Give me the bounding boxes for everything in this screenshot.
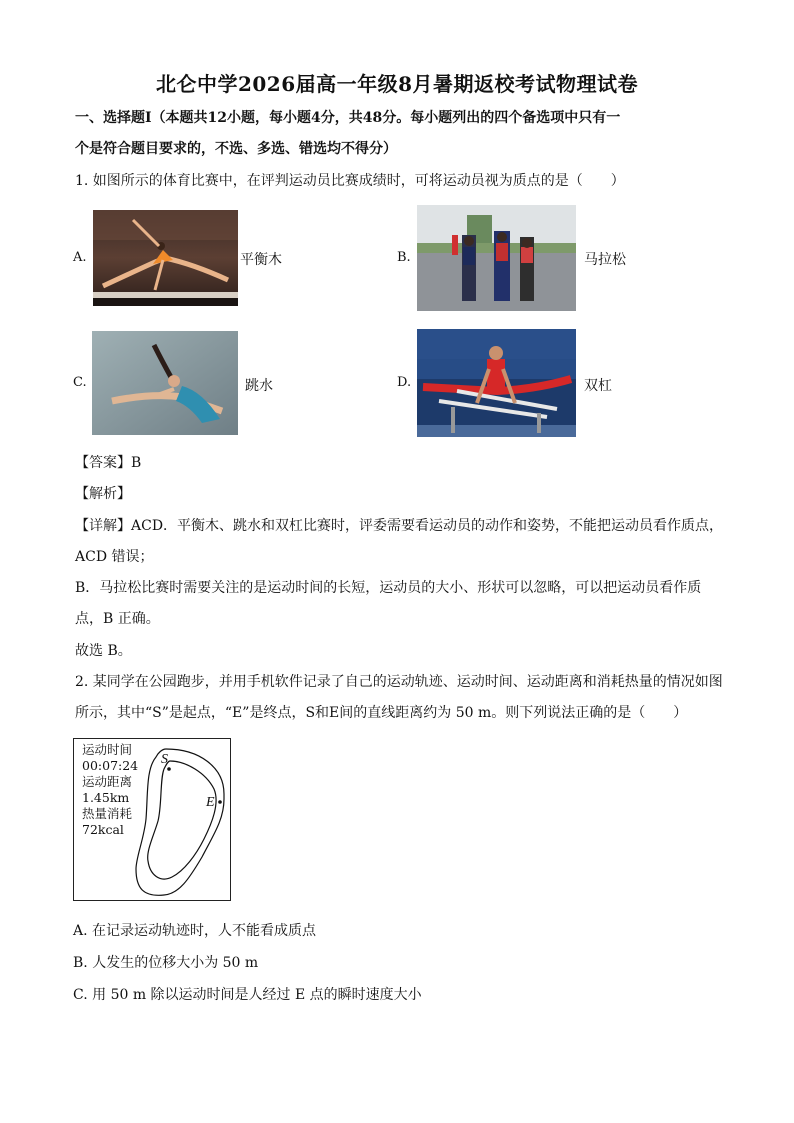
option-c-letter: C. — [73, 375, 87, 390]
diving-photo — [92, 331, 238, 435]
q2-option-a: A. 在记录运动轨迹时，人不能看成质点 — [73, 923, 317, 939]
figure-distance-value: 1.45km — [82, 790, 130, 805]
figure-distance-label: 运动距离 — [82, 774, 133, 789]
section-heading-line2: 个是符合题目要求的，不选、多选、错选均不得分） — [75, 141, 397, 157]
option-c-label: 跳水 — [245, 378, 273, 394]
detail-line-1: 【详解】ACD．平衡木、跳水和双杠比赛时，评委需要看运动员的动作和姿势，不能把运动员看作质点， — [75, 518, 724, 534]
option-d-label: 双杠 — [584, 378, 612, 394]
option-a-label: 平衡木 — [240, 252, 282, 268]
option-d-letter: D. — [397, 375, 412, 390]
marathon-photo — [417, 205, 576, 311]
page-title: 北仑中学2026届高一年级8月暑期返校考试物理试卷 — [155, 72, 639, 96]
figure-calorie-value: 72kcal — [82, 822, 124, 837]
question-1-stem: 1. 如图所示的体育比赛中，在评判运动员比赛成绩时，可将运动员视为质点的是（ ） — [75, 173, 625, 189]
conclusion: 故选 B。 — [75, 643, 132, 659]
figure-calorie-label: 热量消耗 — [82, 806, 133, 821]
detail-line-4: 点，B 正确。 — [75, 611, 160, 627]
option-b-letter: B. — [397, 250, 411, 265]
analysis-heading: 【解析】 — [75, 486, 131, 502]
figure-time-label: 运动时间 — [82, 742, 133, 757]
option-a-letter: A. — [73, 250, 87, 265]
detail-line-3: B．马拉松比赛时需要关注的是运动时间的长短，运动员的大小、形状可以忽略，可以把运动员看作质 — [75, 580, 702, 596]
parallel-bars-photo — [417, 329, 576, 437]
question-2-stem-line2: 所示，其中“S”是起点，“E”是终点，S和E间的直线距离约为 50 m。则下列说法正确的是（ ） — [75, 705, 688, 721]
figure-time-value: 00:07:24 — [82, 758, 139, 773]
q2-option-b: B. 人发生的位移大小为 50 m — [73, 955, 259, 971]
start-point-label: S — [161, 752, 168, 767]
balance-beam-photo — [93, 210, 238, 306]
option-b-label: 马拉松 — [584, 252, 626, 268]
answer-label: 【答案】B — [75, 455, 142, 471]
question-2-stem-line1: 2. 某同学在公园跑步，并用手机软件记录了自己的运动轨迹、运动时间、运动距离和消耗热量的情况如图 — [75, 674, 723, 690]
section-heading-line1: 一、选择题Ⅰ（本题共12小题，每小题4分，共48分。每小题列出的四个备选项中只有一 — [75, 110, 621, 126]
running-track-path — [74, 739, 232, 902]
detail-line-2: ACD 错误； — [75, 549, 154, 565]
q2-option-c: C. 用 50 m 除以运动时间是人经过 E 点的瞬时速度大小 — [73, 987, 422, 1003]
end-point-label: E — [206, 795, 215, 810]
running-track-figure — [73, 738, 231, 901]
